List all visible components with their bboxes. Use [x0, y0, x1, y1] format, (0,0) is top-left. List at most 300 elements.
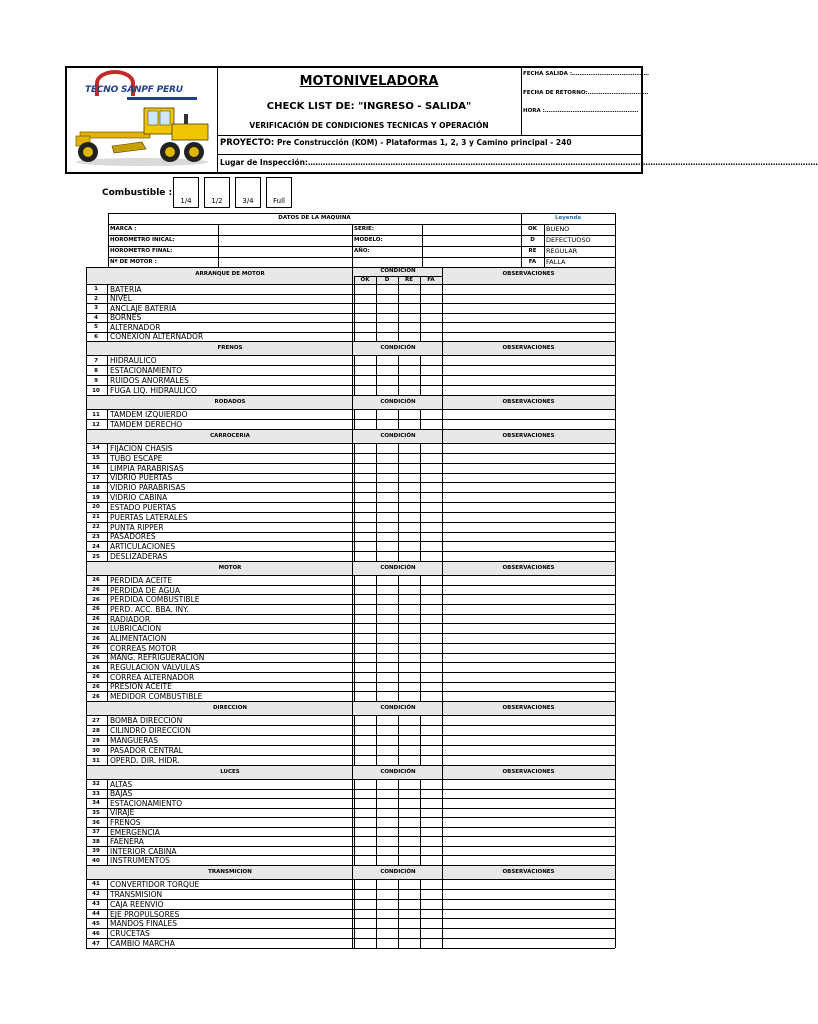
condition-cell-ok[interactable] [355, 780, 375, 788]
observation-cell[interactable] [443, 552, 614, 560]
condition-cell-d[interactable] [377, 615, 397, 623]
observation-cell[interactable] [443, 333, 614, 341]
condition-cell-re[interactable] [399, 552, 419, 560]
condition-cell-ok[interactable] [355, 304, 375, 312]
condition-cell-d[interactable] [377, 513, 397, 521]
observation-cell[interactable] [443, 856, 614, 864]
condition-cell-ok[interactable] [355, 314, 375, 322]
condition-cell-fa[interactable] [421, 919, 441, 927]
condition-cell-re[interactable] [399, 333, 419, 341]
condition-cell-d[interactable] [377, 910, 397, 918]
condition-cell-re[interactable] [399, 503, 419, 511]
condition-cell-fa[interactable] [421, 513, 441, 521]
condition-cell-re[interactable] [399, 756, 419, 764]
condition-cell-fa[interactable] [421, 790, 441, 798]
condition-cell-re[interactable] [399, 799, 419, 807]
condition-cell-re[interactable] [399, 314, 419, 322]
condition-cell-fa[interactable] [421, 615, 441, 623]
condition-cell-d[interactable] [377, 939, 397, 947]
condition-cell-re[interactable] [399, 474, 419, 482]
condition-cell-d[interactable] [377, 523, 397, 531]
condition-cell-re[interactable] [399, 780, 419, 788]
condition-cell-re[interactable] [399, 692, 419, 700]
condition-cell-re[interactable] [399, 464, 419, 472]
condition-cell-fa[interactable] [421, 900, 441, 908]
condition-cell-re[interactable] [399, 483, 419, 491]
condition-cell-fa[interactable] [421, 464, 441, 472]
condition-cell-ok[interactable] [355, 900, 375, 908]
condition-cell-fa[interactable] [421, 939, 441, 947]
condition-cell-fa[interactable] [421, 736, 441, 744]
condition-cell-ok[interactable] [355, 586, 375, 594]
condition-cell-re[interactable] [399, 605, 419, 613]
hora-field[interactable]: HORA :…………………………………………… [523, 108, 639, 114]
condition-cell-fa[interactable] [421, 890, 441, 898]
observation-cell[interactable] [443, 929, 614, 937]
fecha-salida-field[interactable]: FECHA SALIDA :…………………………………… [523, 71, 650, 77]
condition-cell-ok[interactable] [355, 746, 375, 754]
condition-cell-fa[interactable] [421, 483, 441, 491]
observation-cell[interactable] [443, 644, 614, 652]
condition-cell-d[interactable] [377, 444, 397, 452]
condition-cell-d[interactable] [377, 756, 397, 764]
condition-cell-re[interactable] [399, 595, 419, 603]
condition-cell-fa[interactable] [421, 818, 441, 826]
condition-cell-fa[interactable] [421, 420, 441, 428]
condition-cell-re[interactable] [399, 542, 419, 550]
condition-cell-re[interactable] [399, 856, 419, 864]
condition-cell-fa[interactable] [421, 624, 441, 632]
condition-cell-ok[interactable] [355, 818, 375, 826]
condition-cell-re[interactable] [399, 828, 419, 836]
condition-cell-d[interactable] [377, 654, 397, 662]
condition-cell-d[interactable] [377, 736, 397, 744]
observation-cell[interactable] [443, 809, 614, 817]
observation-cell[interactable] [443, 410, 614, 418]
observation-cell[interactable] [443, 595, 614, 603]
condition-cell-fa[interactable] [421, 304, 441, 312]
condition-cell-re[interactable] [399, 513, 419, 521]
condition-cell-fa[interactable] [421, 533, 441, 541]
observation-cell[interactable] [443, 314, 614, 322]
condition-cell-ok[interactable] [355, 542, 375, 550]
observation-cell[interactable] [443, 454, 614, 462]
condition-cell-fa[interactable] [421, 605, 441, 613]
condition-cell-re[interactable] [399, 615, 419, 623]
observation-cell[interactable] [443, 799, 614, 807]
condition-cell-ok[interactable] [355, 366, 375, 374]
condition-cell-re[interactable] [399, 323, 419, 331]
observation-cell[interactable] [443, 939, 614, 947]
fuel-box-1-4[interactable] [173, 177, 199, 208]
observation-cell[interactable] [443, 663, 614, 671]
condition-cell-fa[interactable] [421, 856, 441, 864]
condition-cell-d[interactable] [377, 837, 397, 845]
condition-cell-d[interactable] [377, 356, 397, 364]
condition-cell-fa[interactable] [421, 493, 441, 501]
observation-cell[interactable] [443, 756, 614, 764]
condition-cell-d[interactable] [377, 386, 397, 394]
condition-cell-ok[interactable] [355, 929, 375, 937]
condition-cell-fa[interactable] [421, 809, 441, 817]
observation-cell[interactable] [443, 828, 614, 836]
condition-cell-fa[interactable] [421, 880, 441, 888]
condition-cell-ok[interactable] [355, 295, 375, 303]
observation-cell[interactable] [443, 356, 614, 364]
table-rule [398, 276, 399, 341]
condition-cell-d[interactable] [377, 644, 397, 652]
condition-cell-re[interactable] [399, 880, 419, 888]
condition-cell-ok[interactable] [355, 634, 375, 642]
observation-cell[interactable] [443, 654, 614, 662]
condition-cell-ok[interactable] [355, 837, 375, 845]
condition-cell-ok[interactable] [355, 493, 375, 501]
condition-cell-d[interactable] [377, 673, 397, 681]
observation-cell[interactable] [443, 900, 614, 908]
fuel-box-full[interactable] [266, 177, 292, 208]
observation-cell[interactable] [443, 683, 614, 691]
condition-cell-re[interactable] [399, 386, 419, 394]
condition-cell-re[interactable] [399, 295, 419, 303]
observation-cell[interactable] [443, 493, 614, 501]
condition-cell-re[interactable] [399, 533, 419, 541]
observation-cell[interactable] [443, 285, 614, 293]
condition-cell-re[interactable] [399, 663, 419, 671]
condition-cell-fa[interactable] [421, 444, 441, 452]
observation-cell[interactable] [443, 523, 614, 531]
condition-cell-re[interactable] [399, 285, 419, 293]
condition-cell-d[interactable] [377, 919, 397, 927]
condition-cell-fa[interactable] [421, 295, 441, 303]
condition-cell-ok[interactable] [355, 756, 375, 764]
observation-cell[interactable] [443, 919, 614, 927]
condition-cell-re[interactable] [399, 900, 419, 908]
condition-cell-d[interactable] [377, 799, 397, 807]
condition-cell-fa[interactable] [421, 356, 441, 364]
condition-cell-d[interactable] [377, 474, 397, 482]
condition-cell-d[interactable] [377, 663, 397, 671]
condition-cell-d[interactable] [377, 366, 397, 374]
lugar-inspeccion-field[interactable]: Lugar de Inspección:…………………………………………………………………………………………………………………………………………………………………………………… [220, 158, 818, 167]
condition-cell-fa[interactable] [421, 780, 441, 788]
observation-cell[interactable] [443, 780, 614, 788]
condition-cell-re[interactable] [399, 818, 419, 826]
condition-cell-fa[interactable] [421, 333, 441, 341]
condition-cell-ok[interactable] [355, 503, 375, 511]
condition-cell-fa[interactable] [421, 692, 441, 700]
condition-cell-re[interactable] [399, 493, 419, 501]
condition-cell-ok[interactable] [355, 809, 375, 817]
condition-cell-ok[interactable] [355, 376, 375, 384]
condition-cell-ok[interactable] [355, 464, 375, 472]
condition-cell-d[interactable] [377, 483, 397, 491]
condition-cell-ok[interactable] [355, 790, 375, 798]
condition-cell-ok[interactable] [355, 576, 375, 584]
condition-cell-ok[interactable] [355, 333, 375, 341]
condition-cell-ok[interactable] [355, 716, 375, 724]
condition-cell-re[interactable] [399, 624, 419, 632]
condition-cell-fa[interactable] [421, 837, 441, 845]
condition-cell-d[interactable] [377, 493, 397, 501]
condition-cell-re[interactable] [399, 444, 419, 452]
condition-cell-ok[interactable] [355, 919, 375, 927]
item-label: PASADOR CENTRAL [110, 746, 183, 755]
condition-cell-fa[interactable] [421, 410, 441, 418]
condition-cell-ok[interactable] [355, 799, 375, 807]
observation-cell[interactable] [443, 376, 614, 384]
condition-cell-d[interactable] [377, 692, 397, 700]
condition-cell-re[interactable] [399, 716, 419, 724]
condition-cell-d[interactable] [377, 304, 397, 312]
condition-cell-d[interactable] [377, 818, 397, 826]
condition-cell-ok[interactable] [355, 692, 375, 700]
condition-cell-re[interactable] [399, 683, 419, 691]
observation-cell[interactable] [443, 746, 614, 754]
observation-cell[interactable] [443, 673, 614, 681]
condition-cell-ok[interactable] [355, 410, 375, 418]
condition-cell-ok[interactable] [355, 615, 375, 623]
condition-cell-fa[interactable] [421, 542, 441, 550]
observation-cell[interactable] [443, 910, 614, 918]
condition-cell-ok[interactable] [355, 663, 375, 671]
condition-cell-d[interactable] [377, 420, 397, 428]
observation-cell[interactable] [443, 366, 614, 374]
condition-cell-fa[interactable] [421, 366, 441, 374]
condition-cell-fa[interactable] [421, 673, 441, 681]
condition-cell-re[interactable] [399, 790, 419, 798]
condition-cell-re[interactable] [399, 939, 419, 947]
observation-cell[interactable] [443, 790, 614, 798]
condition-cell-ok[interactable] [355, 420, 375, 428]
fecha-retorno-field[interactable]: FECHA DE RETORNO:…………………………… [523, 90, 649, 96]
condition-cell-fa[interactable] [421, 523, 441, 531]
condition-cell-d[interactable] [377, 790, 397, 798]
condition-cell-d[interactable] [377, 929, 397, 937]
condition-cell-re[interactable] [399, 586, 419, 594]
observation-cell[interactable] [443, 386, 614, 394]
condition-cell-re[interactable] [399, 356, 419, 364]
condition-cell-ok[interactable] [355, 880, 375, 888]
condition-cell-fa[interactable] [421, 503, 441, 511]
condition-cell-d[interactable] [377, 333, 397, 341]
condition-cell-d[interactable] [377, 285, 397, 293]
observation-cell[interactable] [443, 837, 614, 845]
condition-cell-re[interactable] [399, 523, 419, 531]
condition-cell-ok[interactable] [355, 533, 375, 541]
condition-cell-fa[interactable] [421, 663, 441, 671]
condition-cell-fa[interactable] [421, 285, 441, 293]
condition-cell-ok[interactable] [355, 624, 375, 632]
condition-cell-re[interactable] [399, 847, 419, 855]
condition-cell-ok[interactable] [355, 654, 375, 662]
observation-cell[interactable] [443, 533, 614, 541]
observation-cell[interactable] [443, 615, 614, 623]
observation-cell[interactable] [443, 576, 614, 584]
condition-cell-fa[interactable] [421, 716, 441, 724]
condition-cell-ok[interactable] [355, 890, 375, 898]
condition-cell-d[interactable] [377, 605, 397, 613]
condition-cell-d[interactable] [377, 809, 397, 817]
condition-cell-re[interactable] [399, 654, 419, 662]
condition-cell-re[interactable] [399, 376, 419, 384]
condition-cell-ok[interactable] [355, 483, 375, 491]
condition-cell-ok[interactable] [355, 605, 375, 613]
observation-cell[interactable] [443, 483, 614, 491]
condition-cell-fa[interactable] [421, 847, 441, 855]
condition-cell-re[interactable] [399, 366, 419, 374]
condition-cell-d[interactable] [377, 856, 397, 864]
condition-cell-ok[interactable] [355, 828, 375, 836]
observation-cell[interactable] [443, 420, 614, 428]
condition-cell-d[interactable] [377, 314, 397, 322]
condition-cell-re[interactable] [399, 837, 419, 845]
condition-cell-re[interactable] [399, 644, 419, 652]
observation-cell[interactable] [443, 503, 614, 511]
observation-cell[interactable] [443, 726, 614, 734]
condition-cell-ok[interactable] [355, 939, 375, 947]
observation-cell[interactable] [443, 692, 614, 700]
condition-cell-ok[interactable] [355, 523, 375, 531]
condition-cell-re[interactable] [399, 673, 419, 681]
condition-cell-fa[interactable] [421, 586, 441, 594]
condition-cell-fa[interactable] [421, 799, 441, 807]
condition-cell-ok[interactable] [355, 474, 375, 482]
condition-cell-d[interactable] [377, 890, 397, 898]
condition-cell-ok[interactable] [355, 386, 375, 394]
condition-cell-d[interactable] [377, 880, 397, 888]
condition-cell-fa[interactable] [421, 828, 441, 836]
condition-cell-re[interactable] [399, 454, 419, 462]
observation-cell[interactable] [443, 605, 614, 613]
condition-cell-d[interactable] [377, 503, 397, 511]
condition-cell-fa[interactable] [421, 376, 441, 384]
condition-cell-re[interactable] [399, 809, 419, 817]
observation-cell[interactable] [443, 474, 614, 482]
fuel-box-3-4[interactable] [235, 177, 261, 208]
observation-cell[interactable] [443, 304, 614, 312]
condition-cell-fa[interactable] [421, 576, 441, 584]
condition-cell-ok[interactable] [355, 726, 375, 734]
condition-cell-d[interactable] [377, 595, 397, 603]
observation-cell[interactable] [443, 634, 614, 642]
observation-cell[interactable] [443, 736, 614, 744]
condition-cell-d[interactable] [377, 410, 397, 418]
fuel-box-1-2[interactable] [204, 177, 230, 208]
condition-cell-ok[interactable] [355, 513, 375, 521]
observation-cell[interactable] [443, 818, 614, 826]
condition-cell-fa[interactable] [421, 644, 441, 652]
condition-cell-d[interactable] [377, 726, 397, 734]
condition-cell-d[interactable] [377, 586, 397, 594]
condition-cell-ok[interactable] [355, 356, 375, 364]
condition-cell-re[interactable] [399, 919, 419, 927]
observation-cell[interactable] [443, 890, 614, 898]
condition-cell-re[interactable] [399, 910, 419, 918]
condition-cell-ok[interactable] [355, 847, 375, 855]
condition-cell-re[interactable] [399, 420, 419, 428]
condition-cell-d[interactable] [377, 847, 397, 855]
condition-cell-d[interactable] [377, 746, 397, 754]
condition-cell-fa[interactable] [421, 323, 441, 331]
condition-cell-d[interactable] [377, 295, 397, 303]
condition-cell-fa[interactable] [421, 683, 441, 691]
condition-cell-ok[interactable] [355, 323, 375, 331]
condition-cell-ok[interactable] [355, 595, 375, 603]
condition-cell-re[interactable] [399, 410, 419, 418]
condition-cell-d[interactable] [377, 552, 397, 560]
observation-cell[interactable] [443, 542, 614, 550]
condition-cell-ok[interactable] [355, 736, 375, 744]
condition-cell-ok[interactable] [355, 552, 375, 560]
condition-cell-re[interactable] [399, 736, 419, 744]
observation-cell[interactable] [443, 295, 614, 303]
condition-cell-re[interactable] [399, 890, 419, 898]
observation-cell[interactable] [443, 586, 614, 594]
condition-cell-fa[interactable] [421, 726, 441, 734]
condition-cell-fa[interactable] [421, 386, 441, 394]
condition-cell-fa[interactable] [421, 654, 441, 662]
condition-cell-ok[interactable] [355, 444, 375, 452]
observation-cell[interactable] [443, 444, 614, 452]
condition-cell-ok[interactable] [355, 285, 375, 293]
condition-cell-re[interactable] [399, 929, 419, 937]
condition-cell-fa[interactable] [421, 756, 441, 764]
condition-cell-re[interactable] [399, 304, 419, 312]
condition-cell-d[interactable] [377, 454, 397, 462]
observation-cell[interactable] [443, 513, 614, 521]
observation-cell[interactable] [443, 847, 614, 855]
condition-cell-d[interactable] [377, 900, 397, 908]
condition-cell-fa[interactable] [421, 634, 441, 642]
condition-cell-d[interactable] [377, 576, 397, 584]
condition-cell-d[interactable] [377, 780, 397, 788]
condition-cell-fa[interactable] [421, 474, 441, 482]
condition-cell-fa[interactable] [421, 454, 441, 462]
condition-cell-ok[interactable] [355, 856, 375, 864]
condition-cell-ok[interactable] [355, 644, 375, 652]
observation-cell[interactable] [443, 323, 614, 331]
condition-cell-d[interactable] [377, 716, 397, 724]
condition-cell-re[interactable] [399, 746, 419, 754]
condition-cell-d[interactable] [377, 828, 397, 836]
condition-cell-d[interactable] [377, 624, 397, 632]
observation-cell[interactable] [443, 464, 614, 472]
condition-cell-ok[interactable] [355, 454, 375, 462]
condition-cell-re[interactable] [399, 576, 419, 584]
condition-cell-d[interactable] [377, 634, 397, 642]
condition-cell-d[interactable] [377, 323, 397, 331]
condition-cell-fa[interactable] [421, 595, 441, 603]
condition-cell-fa[interactable] [421, 929, 441, 937]
condition-cell-re[interactable] [399, 634, 419, 642]
condition-cell-d[interactable] [377, 533, 397, 541]
condition-cell-ok[interactable] [355, 910, 375, 918]
condition-cell-d[interactable] [377, 464, 397, 472]
condition-cell-d[interactable] [377, 683, 397, 691]
observation-cell[interactable] [443, 716, 614, 724]
condition-cell-fa[interactable] [421, 746, 441, 754]
condition-cell-d[interactable] [377, 376, 397, 384]
observation-cell[interactable] [443, 624, 614, 632]
condition-cell-d[interactable] [377, 542, 397, 550]
condition-cell-fa[interactable] [421, 314, 441, 322]
condition-cell-re[interactable] [399, 726, 419, 734]
condition-cell-ok[interactable] [355, 683, 375, 691]
condition-cell-ok[interactable] [355, 673, 375, 681]
condition-cell-fa[interactable] [421, 910, 441, 918]
observation-cell[interactable] [443, 880, 614, 888]
condition-cell-fa[interactable] [421, 552, 441, 560]
